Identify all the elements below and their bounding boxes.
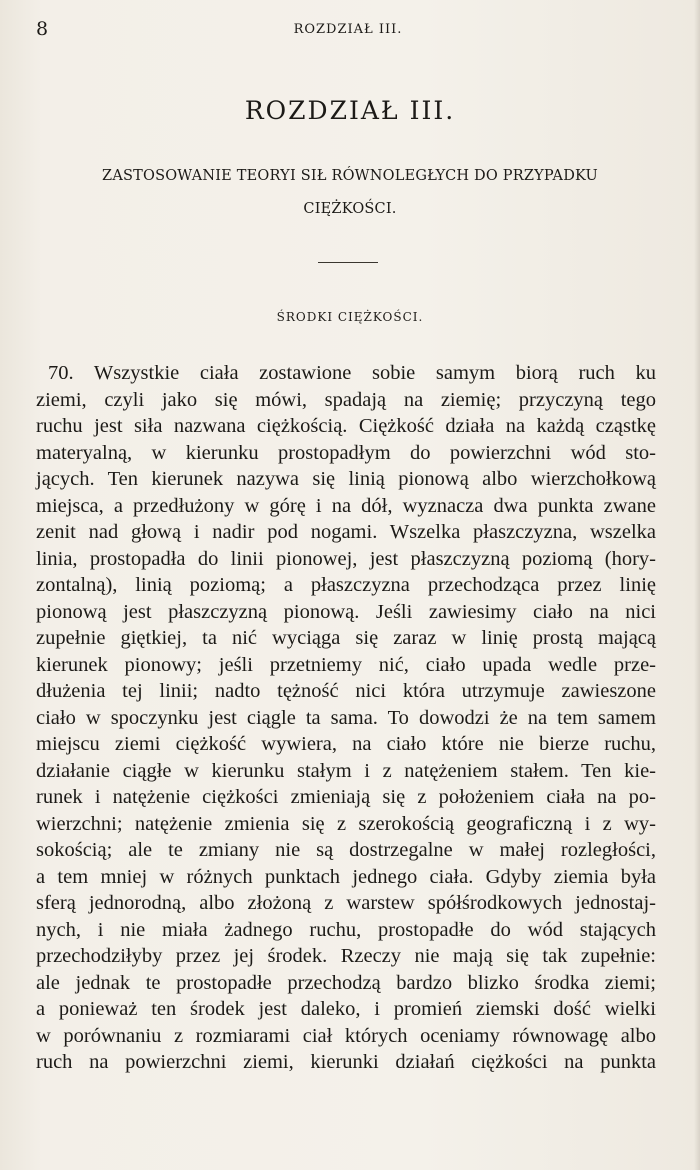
running-head	[36, 16, 660, 44]
text-line: sferą jednorodną, albo złożoną z warstew spółśrodkowych jednostaj-	[36, 892, 656, 914]
text-line: dłużenia tej linii; nadto tężność nici która utrzymuje zawieszone	[36, 680, 656, 702]
section-heading: ŚRODKI CIĘŻKOŚCI.	[276, 310, 424, 324]
text-line: sokością; ale te zmiany nie są dostrzegalne w małej rozległości,	[36, 839, 656, 861]
text-line: kierunek pionowy; jeśli przetniemy nić, ciało upada wedle prze-	[36, 653, 656, 676]
chapter-subtitle-line: ZASTOSOWANIE TEORYI SIŁ RÓWNOLEGŁYCH DO PRZYPADKU	[102, 168, 598, 184]
text-line: linia, prostopadła do linii pionowej, jest płaszczyzną poziomą (hory-	[36, 547, 656, 570]
chapter-title: ROZDZIAŁ III.	[244, 96, 456, 125]
chapter-subtitle-line: CIĘŻKOŚCI.	[303, 201, 397, 217]
page-edge-shadow	[694, 0, 700, 1170]
text-line: ruchu jest siła nazwana ciężkością. Ciężkość działa na każdą cząstkę	[36, 415, 656, 437]
text-line: działanie ciągłe w kierunku stałym i z natężeniem stałem. Ten kie-	[36, 759, 656, 782]
text-line: runek i natężenie ciężkości zmieniają się z położeniem ciała na po-	[36, 786, 656, 808]
text-line: ciało w spoczynku jest ciągle ta sama. To dowodzi że na tem samem	[36, 706, 656, 729]
text-line: nych, i nie miała żadnego ruchu, prostopadłe do wód stających	[36, 918, 656, 941]
text-line: ziemi, czyli jako się mówi, spadają na ziemię; przyczyną tego	[36, 388, 656, 411]
text-line: zontalną), linią poziomą; a płaszczyzna przechodząca przez linię	[36, 574, 656, 596]
text-line: 70. Wszystkie ciała zostawione sobie samym biorą ruch ku	[48, 362, 656, 384]
text-line: zupełnie giętkiej, ta nić wyciąga się zaraz w linię prostą mającą	[36, 627, 656, 649]
text-line: ale jednak te prostopadłe przechodzą bardzo blizko środka ziemi;	[36, 971, 656, 994]
body-paragraph	[36, 360, 656, 1076]
page-number: 8	[36, 18, 49, 40]
text-line: wierzchni; natężenie zmienia się z szerokością geograficzną i z wy-	[36, 812, 656, 835]
text-line: w porównaniu z rozmiarami ciał których oceniamy równowagę albo	[36, 1024, 656, 1047]
text-line: a tem mniej w różnych punktach jednego ciała. Gdyby ziemia była	[36, 865, 656, 888]
running-title: ROZDZIAŁ III.	[293, 22, 403, 37]
text-line: przechodziłyby przez jej środek. Rzeczy nie mają się tak zupełnie:	[36, 945, 656, 967]
chapter-subtitle	[70, 160, 630, 226]
text-line: pionową jest płaszczyzną pionową. Jeśli zawiesimy ciało na nici	[36, 600, 656, 623]
text-line: materyalną, w kierunku prostopadłym do powierzchni wód sto-	[36, 441, 656, 464]
divider-rule	[318, 262, 378, 263]
text-line: jących. Ten kierunek nazywa się linią pionową albo wierzchołkową	[36, 468, 656, 490]
text-line: ruch na powierzchni ziemi, kierunki działań ciężkości na punkta	[36, 1051, 656, 1073]
text-line: zenit nad głową i nadir pod nogami. Wszelka płaszczyzna, wszelka	[36, 521, 656, 543]
text-line: a ponieważ ten środek jest daleko, i promień ziemski dość wielki	[36, 998, 656, 1020]
text-line: miejsca, a przedłużony w górę i na dół, wyznacza dwa punkta zwane	[36, 494, 656, 517]
text-line: miejscu ziemi ciężkość wywiera, na ciało które nie bierze ruchu,	[36, 733, 656, 755]
